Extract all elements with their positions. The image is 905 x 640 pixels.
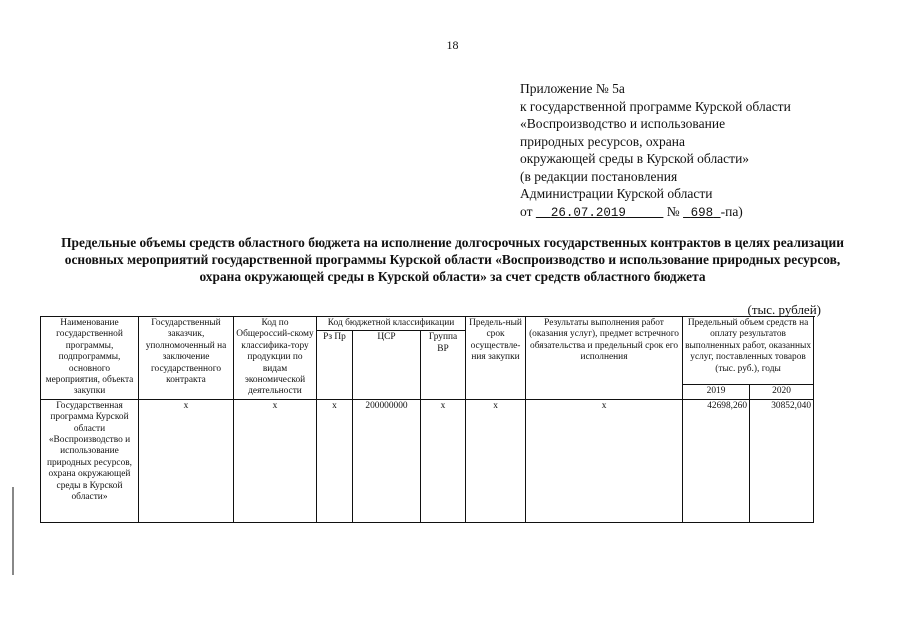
header-group-vr: Группа ВР xyxy=(421,331,466,399)
header-csr: ЦСР xyxy=(353,331,421,399)
header-results: Результаты выполнения работ (оказания услуг), предмет встречного обязательства и предельный срок его исполнения xyxy=(526,317,683,400)
appendix-line: окружающей среды в Курской области» xyxy=(520,151,750,166)
header-row xyxy=(41,317,814,331)
cell-2020: 30852,040 xyxy=(750,399,814,522)
units-label: (тыс. рублей) xyxy=(747,302,821,317)
appendix-line: Приложение № 5а xyxy=(520,81,625,96)
appendix-date-line xyxy=(520,203,890,223)
cell-deadline: х xyxy=(466,399,526,522)
appendix-block xyxy=(520,80,890,222)
document-title: Предельные объемы средств областного бюджета на исполнение долгосрочных государственных контрактов в целях реализации основных мероприятий государственной программы Курской области «Воспроизводство и использование природных ресурсов, охрана окружающей среды в Курской области» за счет средств областного бюджета xyxy=(61,235,844,284)
cell-name: Государственная программа Курской области «Воспроизводство и использование природных ресурсов, охрана окружающей среды в Курской области» xyxy=(41,399,139,522)
cell-group-vr: х xyxy=(421,399,466,522)
from-prefix: от xyxy=(520,203,533,219)
header-budget-code: Код бюджетной классификации xyxy=(317,317,466,331)
cell-results: х xyxy=(526,399,683,522)
cell-customer: х xyxy=(139,399,234,522)
appendix-line: (в редакции постановления xyxy=(520,168,678,184)
appendix-line: к государственной программе Курской области xyxy=(520,98,791,114)
header-limit: Предельный объем средств на оплату результатов выполненных работ, оказанных услуг, поставленных товаров (тыс. руб.), годы xyxy=(683,317,814,385)
header-okved: Код по Общероссий-скому классифика-тору продукции по видам экономической деятельности xyxy=(234,317,317,400)
appendix-line: Администрации Курской области xyxy=(520,186,713,201)
cell-okved: х xyxy=(234,399,317,522)
margin-rule xyxy=(12,487,14,575)
resolution-date xyxy=(536,206,664,220)
header-rz-pr: Рз Пр xyxy=(317,331,353,399)
cell-2019: 42698,260 xyxy=(683,399,750,522)
cell-rz-pr: х xyxy=(317,399,353,522)
resolution-date-value: 26.07.2019 xyxy=(550,205,626,220)
page-number: 18 xyxy=(446,38,459,52)
resolution-suffix: -па) xyxy=(720,203,743,219)
appendix-line: природных ресурсов, охрана xyxy=(520,133,685,149)
resolution-number xyxy=(683,206,721,220)
header-year-2019: 2019 xyxy=(683,385,750,399)
number-prefix: № xyxy=(666,203,680,219)
cell-csr: 200000000 xyxy=(353,399,421,522)
header-year-2020: 2020 xyxy=(750,385,814,399)
header-deadline: Предель-ный срок осуществле-ния закупки xyxy=(466,317,526,400)
budget-table xyxy=(40,316,814,523)
header-customer: Государственный заказчик, уполномоченный на заключение государственного контракта xyxy=(139,317,234,400)
resolution-number-value: 698 xyxy=(690,205,714,220)
header-name: Наименование государственной программы, подпрограммы, основного мероприятия, объекта закупки xyxy=(41,317,139,400)
appendix-line: «Воспроизводство и использование xyxy=(520,116,726,131)
table-row xyxy=(41,399,814,522)
